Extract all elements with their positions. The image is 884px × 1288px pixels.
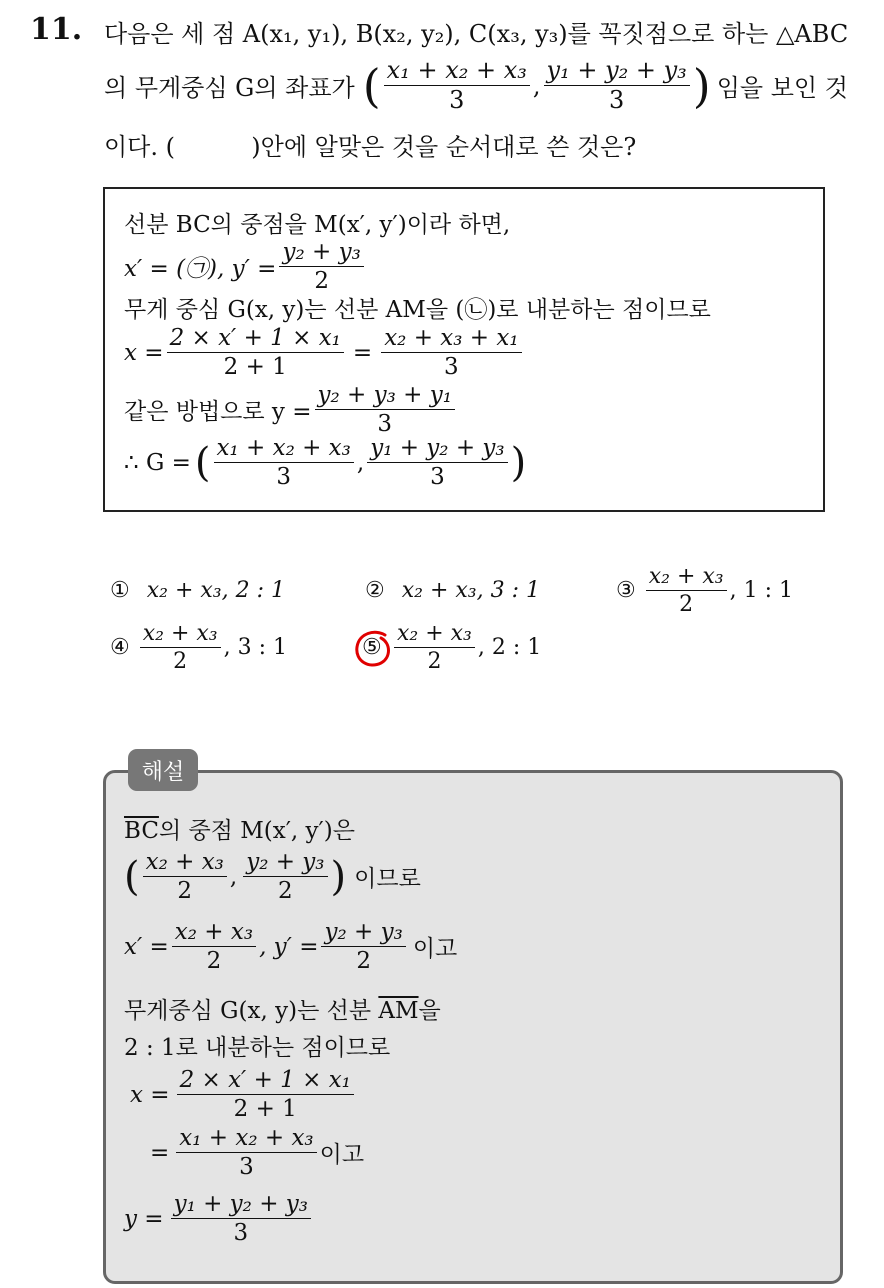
centroid-y-denominator: 3 xyxy=(609,86,625,115)
question-line-2: 의 무게중심 G의 좌표가 ( $\frac{\text{x₁ + x₂ + x₃}}{3}$ , $\frac{\text{y₁ + y₂ + y₃}}{3}$ ) 임을 보인 것 xyxy=(104,56,848,115)
solution-line-2: ( $\frac{\text{x₂ + x₃}}{2}$ , $\frac{\text{y₂ + y₃}}{2}$ ) 이므로 xyxy=(124,849,421,905)
proof-line-4 xyxy=(124,326,525,379)
x-fraction-2 xyxy=(381,326,521,379)
m-y-numerator: y₂ + y₃ xyxy=(243,850,327,877)
xp-denominator: 2 xyxy=(206,948,222,975)
centroid-y-numerator: y₁ + y₂ + y₃ xyxy=(544,58,690,86)
solution-line-7 xyxy=(150,1126,364,1179)
proof-line-5-pre: 같은 방법으로 y = xyxy=(124,399,312,426)
m-y-fraction xyxy=(243,850,327,903)
proof-line-5 xyxy=(124,383,458,436)
g-x-fraction xyxy=(214,436,354,489)
choice-5-mark-wrap xyxy=(362,635,388,660)
solution-line-3-post: 이고 xyxy=(412,936,458,963)
y-fraction-numerator: y₂ + y₃ + y₁ xyxy=(315,383,455,410)
xp-numerator: x₂ + x₃ xyxy=(172,920,256,947)
solution-line-3-pre: x′ = xyxy=(124,933,169,960)
g-paren-close: ) xyxy=(510,439,527,486)
choice-4-denominator: 2 xyxy=(173,649,188,675)
proof-line-1: 선분 BC의 중점을 M(x′, y′)이라 하면, xyxy=(124,212,511,238)
solution-line-8-pre: y = xyxy=(124,1205,164,1232)
choice-5[interactable] xyxy=(362,622,541,673)
solution-tag: 해설 xyxy=(128,749,198,791)
solution-line-6 xyxy=(130,1068,357,1121)
choice-1-text: x₂ + x₃, 2 : 1 xyxy=(146,578,285,603)
choice-3-numerator: x₂ + x₃ xyxy=(646,565,727,591)
centroid-x-numerator: x₁ + x₂ + x₃ xyxy=(384,58,530,86)
choice-1-mark: ① xyxy=(110,578,130,603)
sol-x2-fraction xyxy=(176,1126,316,1179)
sol-x2-numerator: x₁ + x₂ + x₃ xyxy=(176,1126,316,1153)
solution-line-1 xyxy=(124,812,355,845)
choice-1[interactable] xyxy=(110,578,285,603)
proof-line-2-pre: x′ = (㉠), y′ = xyxy=(124,256,277,283)
g-x-denominator: 3 xyxy=(276,464,292,491)
x-fraction-2-numerator: x₂ + x₃ + x₁ xyxy=(381,326,521,353)
sol-y-denominator: 3 xyxy=(233,1220,249,1247)
solution-line-5: 2 : 1로 내분하는 점이므로 xyxy=(124,1035,391,1061)
sol-x-fraction xyxy=(177,1068,354,1121)
g-y-fraction xyxy=(367,436,507,489)
choice-2[interactable] xyxy=(365,578,540,603)
g-paren-open: ( xyxy=(194,439,211,486)
x-fraction-1 xyxy=(167,326,344,379)
solution-line-4-post: 을 xyxy=(418,998,441,1024)
segment-bc: $\overline{BC}$ xyxy=(124,818,159,844)
choice-3-fraction xyxy=(646,565,727,616)
y-prime-fraction xyxy=(279,240,363,293)
solution-line-2-post: 이므로 xyxy=(354,866,421,893)
y-prime-numerator: y₂ + y₃ xyxy=(279,240,363,267)
solution-line-7-post: 이고 xyxy=(319,1142,365,1169)
g-x-numerator: x₁ + x₂ + x₃ xyxy=(214,436,354,463)
proof-line-4-pre: x = xyxy=(124,339,164,366)
paren-close: ) xyxy=(692,58,711,113)
proof-line-3: 무게 중심 G(x, y)는 선분 AM을 (㉡)로 내분하는 점이므로 xyxy=(124,297,711,323)
sol-y-numerator: y₁ + y₂ + y₃ xyxy=(171,1192,311,1219)
choice-5-denominator: 2 xyxy=(427,649,442,675)
choice-3[interactable] xyxy=(616,565,793,616)
choice-4-post: , 3 : 1 xyxy=(223,635,287,661)
proof-line-6: ∴ G = ( $\frac{\text{x₁ + x₂ + x₃}}{3}$ , $\frac{\text{y₁ + y₂ + y₃}}{3}$ ) xyxy=(124,435,527,491)
question-line-2-post: 임을 보인 것 xyxy=(716,74,848,103)
solution-line-6-pre: x = xyxy=(130,1081,170,1108)
question-line-3: 이다. ( )안에 알맞은 것을 순서대로 쓴 것은? xyxy=(104,133,637,161)
y-fraction xyxy=(315,383,455,436)
choice-4-numerator: x₂ + x₃ xyxy=(140,622,221,648)
y-fraction-denominator: 3 xyxy=(377,411,393,438)
choice-4-mark: ④ xyxy=(110,635,130,661)
x-fraction-1-denominator: 2 + 1 xyxy=(223,354,287,381)
sol-y-fraction xyxy=(171,1192,311,1245)
choice-3-mark: ③ xyxy=(616,578,636,604)
solution-line-4-pre: 무게중심 G(x, y)는 선분 xyxy=(124,998,372,1024)
proof-line-4-equals: = xyxy=(352,339,373,366)
yp-numerator: y₂ + y₃ xyxy=(321,920,405,947)
question-line-1: 다음은 세 점 A(x₁, y₁), B(x₂, y₂), C(x₃, y₃)를 꼭짓점으로 하는 △ABC xyxy=(104,20,849,48)
m-y-denominator: 2 xyxy=(278,878,293,905)
choice-5-post: , 2 : 1 xyxy=(477,635,542,661)
choice-4[interactable] xyxy=(110,622,287,673)
choice-2-mark: ② xyxy=(365,578,385,603)
sol-x2-denominator: 3 xyxy=(239,1154,254,1181)
x-fraction-2-denominator: 3 xyxy=(444,354,459,381)
choice-2-text: x₂ + x₃, 3 : 1 xyxy=(401,578,540,603)
solution-line-1-post: 의 중점 M(x′, y′)은 xyxy=(158,818,355,844)
choice-5-mark: ⑤ xyxy=(362,635,382,661)
sol-x-denominator: 2 + 1 xyxy=(233,1096,297,1123)
question-number: 11. xyxy=(30,12,83,47)
m-x-denominator: 2 xyxy=(177,878,193,905)
paren-open: ( xyxy=(362,58,381,113)
segment-am: $\overline{AM}$ xyxy=(378,998,419,1024)
m-paren-close: ) xyxy=(330,853,347,900)
m-x-fraction xyxy=(143,850,227,903)
question-line-2-pre: 의 무게중심 G의 좌표가 xyxy=(104,74,355,103)
choice-5-fraction xyxy=(394,622,475,673)
choice-3-denominator: 2 xyxy=(679,592,694,618)
y-prime-denominator: 2 xyxy=(314,268,329,295)
x-fraction-1-numerator: 2 × x′ + 1 × x₁ xyxy=(167,326,344,353)
sol-x-numerator: 2 × x′ + 1 × x₁ xyxy=(177,1068,354,1095)
proof-line-2 xyxy=(124,240,367,293)
proof-line-6-pre: ∴ G = xyxy=(124,449,191,476)
yp-fraction xyxy=(321,920,405,973)
xp-fraction xyxy=(172,920,256,973)
solution-line-7-pre: = xyxy=(150,1139,170,1166)
solution-line-8 xyxy=(124,1192,314,1245)
choice-3-post: , 1 : 1 xyxy=(729,578,793,604)
choice-4-fraction xyxy=(140,622,221,673)
yp-denominator: 2 xyxy=(356,948,371,975)
centroid-x-denominator: 3 xyxy=(449,86,465,115)
m-x-numerator: x₂ + x₃ xyxy=(143,850,227,877)
centroid-x-fraction xyxy=(384,58,530,113)
solution-line-3 xyxy=(124,920,457,973)
answer-circle-icon xyxy=(351,627,397,673)
m-paren-open: ( xyxy=(124,853,140,900)
centroid-y-fraction xyxy=(544,58,690,113)
choice-5-numerator: x₂ + x₃ xyxy=(394,622,475,648)
g-y-numerator: y₁ + y₂ + y₃ xyxy=(367,436,507,463)
solution-line-3-mid: , y′ = xyxy=(259,933,319,960)
solution-line-4 xyxy=(124,992,441,1025)
g-y-denominator: 3 xyxy=(430,464,445,491)
